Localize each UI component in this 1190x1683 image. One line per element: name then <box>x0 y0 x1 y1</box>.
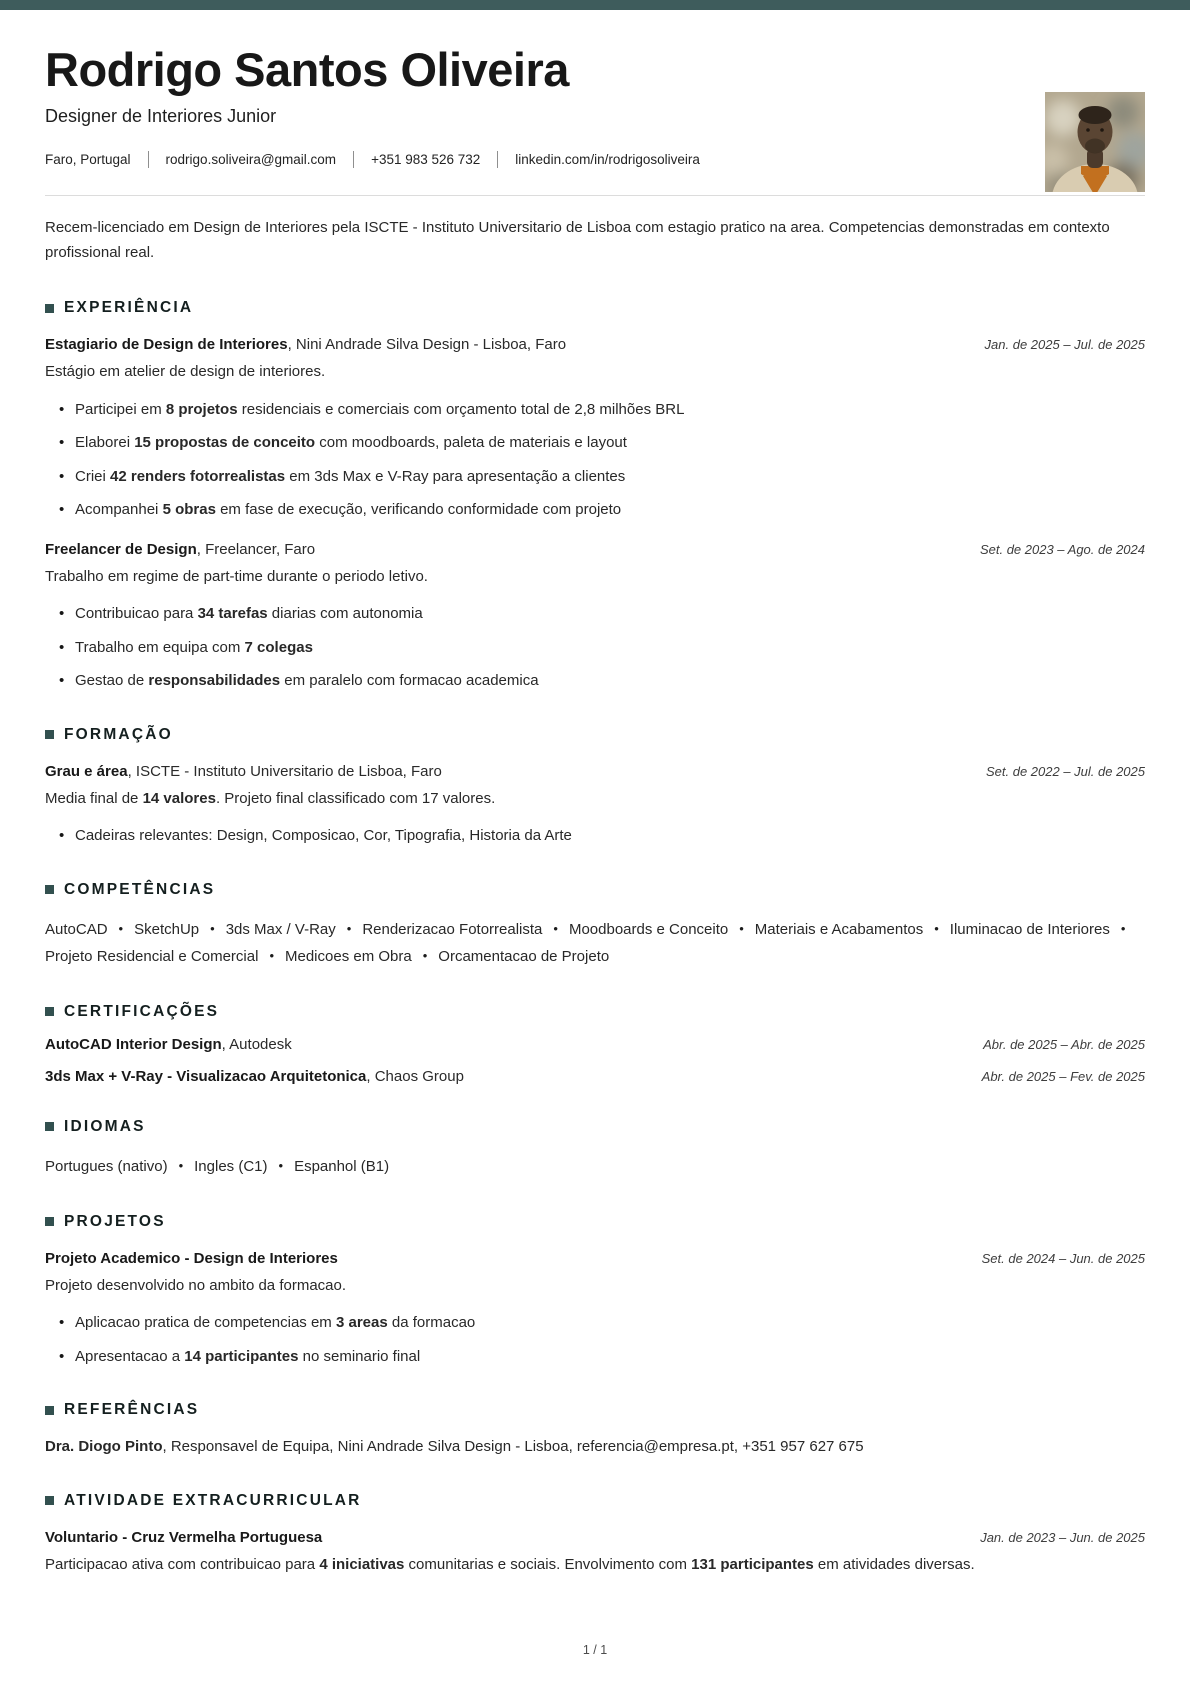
entry-dates: Jan. de 2025 – Jul. de 2025 <box>984 337 1145 353</box>
list-separator-dot: • <box>1120 920 1126 936</box>
section-title: REFERÊNCIAS <box>64 1401 200 1419</box>
section-formacao <box>45 726 1145 848</box>
section-header <box>45 1401 1145 1419</box>
activity-dates: Jan. de 2023 – Jun. de 2025 <box>980 1529 1145 1545</box>
bullet-list <box>45 825 1145 848</box>
section-header <box>45 1492 1145 1510</box>
activity-entry <box>45 1529 1145 1577</box>
section-experiencia <box>45 299 1145 693</box>
entry-company: , Nini Andrade Silva Design - Lisboa, Faro <box>287 336 567 354</box>
section-header <box>45 726 1145 744</box>
contact-email: rodrigo.soliveira@gmail.com <box>165 151 337 167</box>
bullet-item: • Elaborei 15 propostas de conceito com moodboards, paleta de materiais e layout <box>75 432 1145 455</box>
summary-text: Recem-licenciado em Design de Interiores pela ISCTE - Instituto Universitario de Lisboa com estagio pratico na area. Competencias demonstradas em contexto profissional real. <box>45 218 1110 262</box>
contact-divider <box>497 151 498 168</box>
certification-name-line <box>45 1036 292 1053</box>
project-name-line <box>45 1250 338 1267</box>
section-header <box>45 1213 1145 1231</box>
contact-location: Faro, Portugal <box>45 151 131 167</box>
section-title: EXPERIÊNCIA <box>64 299 194 317</box>
section-competencias <box>45 881 1145 970</box>
entry-degree-line <box>45 763 442 780</box>
certification-issuer: , Chaos Group <box>366 1067 464 1085</box>
list-separator-dot: • <box>269 947 274 963</box>
profile-photo <box>1045 92 1145 192</box>
experience-entry <box>45 336 1145 522</box>
bullet-item: • Cadeiras relevantes: Design, Composicao, Cor, Tipografia, Historia da Arte <box>75 825 1145 848</box>
section-header <box>45 881 1145 899</box>
list-separator-dot: • <box>934 920 939 936</box>
resume-page <box>0 44 1190 1576</box>
section-idiomas <box>45 1118 1145 1180</box>
contact-phone: +351 983 526 732 <box>371 151 481 167</box>
section-marker-icon <box>45 1217 54 1226</box>
bullet-list <box>45 399 1145 522</box>
section-atividade-extracurricular <box>45 1492 1145 1577</box>
list-separator-dot: • <box>422 947 428 963</box>
section-marker-icon <box>45 885 54 894</box>
section-certificacoes <box>45 1003 1145 1085</box>
section-header <box>45 299 1145 317</box>
project-entry <box>45 1250 1145 1369</box>
bullet-item: • Contribuicao para 34 tarefas diarias com autonomia <box>75 603 1145 626</box>
education-entry <box>45 763 1145 848</box>
header-divider <box>45 195 1145 196</box>
certification-entry <box>45 1036 1145 1053</box>
entry-header <box>45 763 1145 780</box>
section-title: IDIOMAS <box>64 1117 146 1135</box>
section-marker-icon <box>45 1406 54 1415</box>
section-marker-icon <box>45 1007 54 1016</box>
list-separator-dot: • <box>278 1157 284 1173</box>
entry-header <box>45 1529 1145 1546</box>
list-separator-dot: • <box>210 920 215 936</box>
experience-entry <box>45 541 1145 693</box>
bullet-item: • Gestao de responsabilidades em paralelo com formacao academica <box>75 670 1145 693</box>
activity-name-line <box>45 1529 322 1546</box>
certification-name-line <box>45 1068 464 1085</box>
project-dates: Set. de 2024 – Jun. de 2025 <box>981 1250 1145 1266</box>
list-separator-dot: • <box>118 920 124 936</box>
reference-line: Dra. Diogo Pinto, Responsavel de Equipa, Nini Andrade Silva Design - Lisboa, referencia@empresa.pt, +351 957 627 675 <box>45 1438 864 1456</box>
project-name: Projeto Academico - Design de Interiores <box>45 1249 338 1267</box>
name-heading: Rodrigo Santos Oliveira <box>45 43 569 96</box>
entry-header <box>45 1250 1145 1267</box>
bullet-list <box>45 603 1145 693</box>
list-separator-dot: • <box>178 1157 184 1173</box>
page-number: 1 / 1 <box>582 1643 608 1657</box>
section-marker-icon <box>45 304 54 313</box>
activity-name: Voluntario - Cruz Vermelha Portuguesa <box>45 1528 323 1546</box>
languages-list: Portugues (nativo) • Ingles (C1) • Espanhol (B1) <box>45 1153 1145 1180</box>
entry-role: Freelancer de Design <box>45 540 197 558</box>
section-title: FORMAÇÃO <box>64 725 173 743</box>
certification-dates: Abr. de 2025 – Abr. de 2025 <box>983 1036 1145 1052</box>
entry-header <box>45 336 1145 353</box>
bullet-item: • Acompanhei 5 obras em fase de execução, verificando conformidade com projeto <box>75 499 1145 522</box>
accent-bar <box>0 0 1190 10</box>
entry-description: Estágio em atelier de design de interiores. <box>45 363 326 381</box>
list-separator-dot: • <box>553 920 558 936</box>
entry-description: Media final de 14 valores. Projeto final classificado com 17 valores. <box>45 789 496 807</box>
certification-dates: Abr. de 2025 – Fev. de 2025 <box>981 1068 1145 1084</box>
entry-school: , ISCTE - Instituto Universitario de Lisboa, Faro <box>127 762 442 780</box>
bullet-item: • Participei em 8 projetos residenciais e comerciais com orçamento total de 2,8 milhões BRL <box>75 399 1145 422</box>
entry-company: , Freelancer, Faro <box>196 540 316 558</box>
bullet-item: • Aplicacao pratica de competencias em 3 areas da formacao <box>75 1312 1145 1335</box>
section-title: CERTIFICAÇÕES <box>64 1002 220 1020</box>
bullet-item: • Apresentacao a 14 participantes no seminario final <box>75 1346 1145 1369</box>
entry-header <box>45 541 1145 558</box>
section-marker-icon <box>45 730 54 739</box>
bullet-item: • Criei 42 renders fotorrealistas em 3ds Max e V-Ray para apresentação a clientes <box>75 466 1145 489</box>
entry-degree: Grau e área <box>45 762 128 780</box>
certification-entry <box>45 1068 1145 1085</box>
list-separator-dot: • <box>739 920 744 936</box>
section-marker-icon <box>45 1496 54 1505</box>
section-marker-icon <box>45 1122 54 1131</box>
section-header <box>45 1118 1145 1136</box>
section-projetos <box>45 1213 1145 1369</box>
list-separator-dot: • <box>346 920 352 936</box>
certification-issuer: , Autodesk <box>221 1035 292 1053</box>
entry-role-line <box>45 541 315 558</box>
entry-description: Trabalho em regime de part-time durante o periodo letivo. <box>45 567 428 585</box>
certification-name: 3ds Max + V-Ray - Visualizacao Arquitetonica <box>45 1067 367 1085</box>
certification-name: AutoCAD Interior Design <box>45 1035 222 1053</box>
contact-divider <box>353 151 354 168</box>
entry-role-line <box>45 336 566 353</box>
profile-photo-image <box>1045 92 1145 192</box>
section-referencias <box>45 1401 1145 1459</box>
entry-dates: Set. de 2022 – Jul. de 2025 <box>985 763 1145 779</box>
skills-list: AutoCAD • SketchUp • 3ds Max / V-Ray • Renderizacao Fotorrealista • Moodboards e Conceito • Materiais e Acabamentos • Iluminacao de Interiores •Projeto Residencial e Comercial • Medicoes em Obra • Orcamentacao de Projeto <box>45 916 1145 970</box>
section-title: COMPETÊNCIAS <box>64 880 216 898</box>
section-header <box>45 1003 1145 1021</box>
contact-linkedin: linkedin.com/in/rodrigosoliveira <box>515 151 700 167</box>
activity-description: Participacao ativa com contribuicao para 4 iniciativas comunitarias e sociais. Envolvimento com 131 participantes em atividades diversas. <box>45 1555 975 1573</box>
section-title: PROJETOS <box>64 1212 166 1230</box>
entry-role: Estagiario de Design de Interiores <box>45 336 288 354</box>
job-title: Designer de Interiores Junior <box>45 105 277 126</box>
entry-dates: Set. de 2023 – Ago. de 2024 <box>979 541 1145 557</box>
contact-divider <box>148 151 149 168</box>
bullet-item: • Trabalho em equipa com 7 colegas <box>75 637 1145 660</box>
contact-row <box>45 151 1145 168</box>
project-description: Projeto desenvolvido no ambito da formacao. <box>45 1276 347 1294</box>
bullet-list <box>45 1312 1145 1368</box>
section-title: ATIVIDADE EXTRACURRICULAR <box>64 1491 362 1509</box>
